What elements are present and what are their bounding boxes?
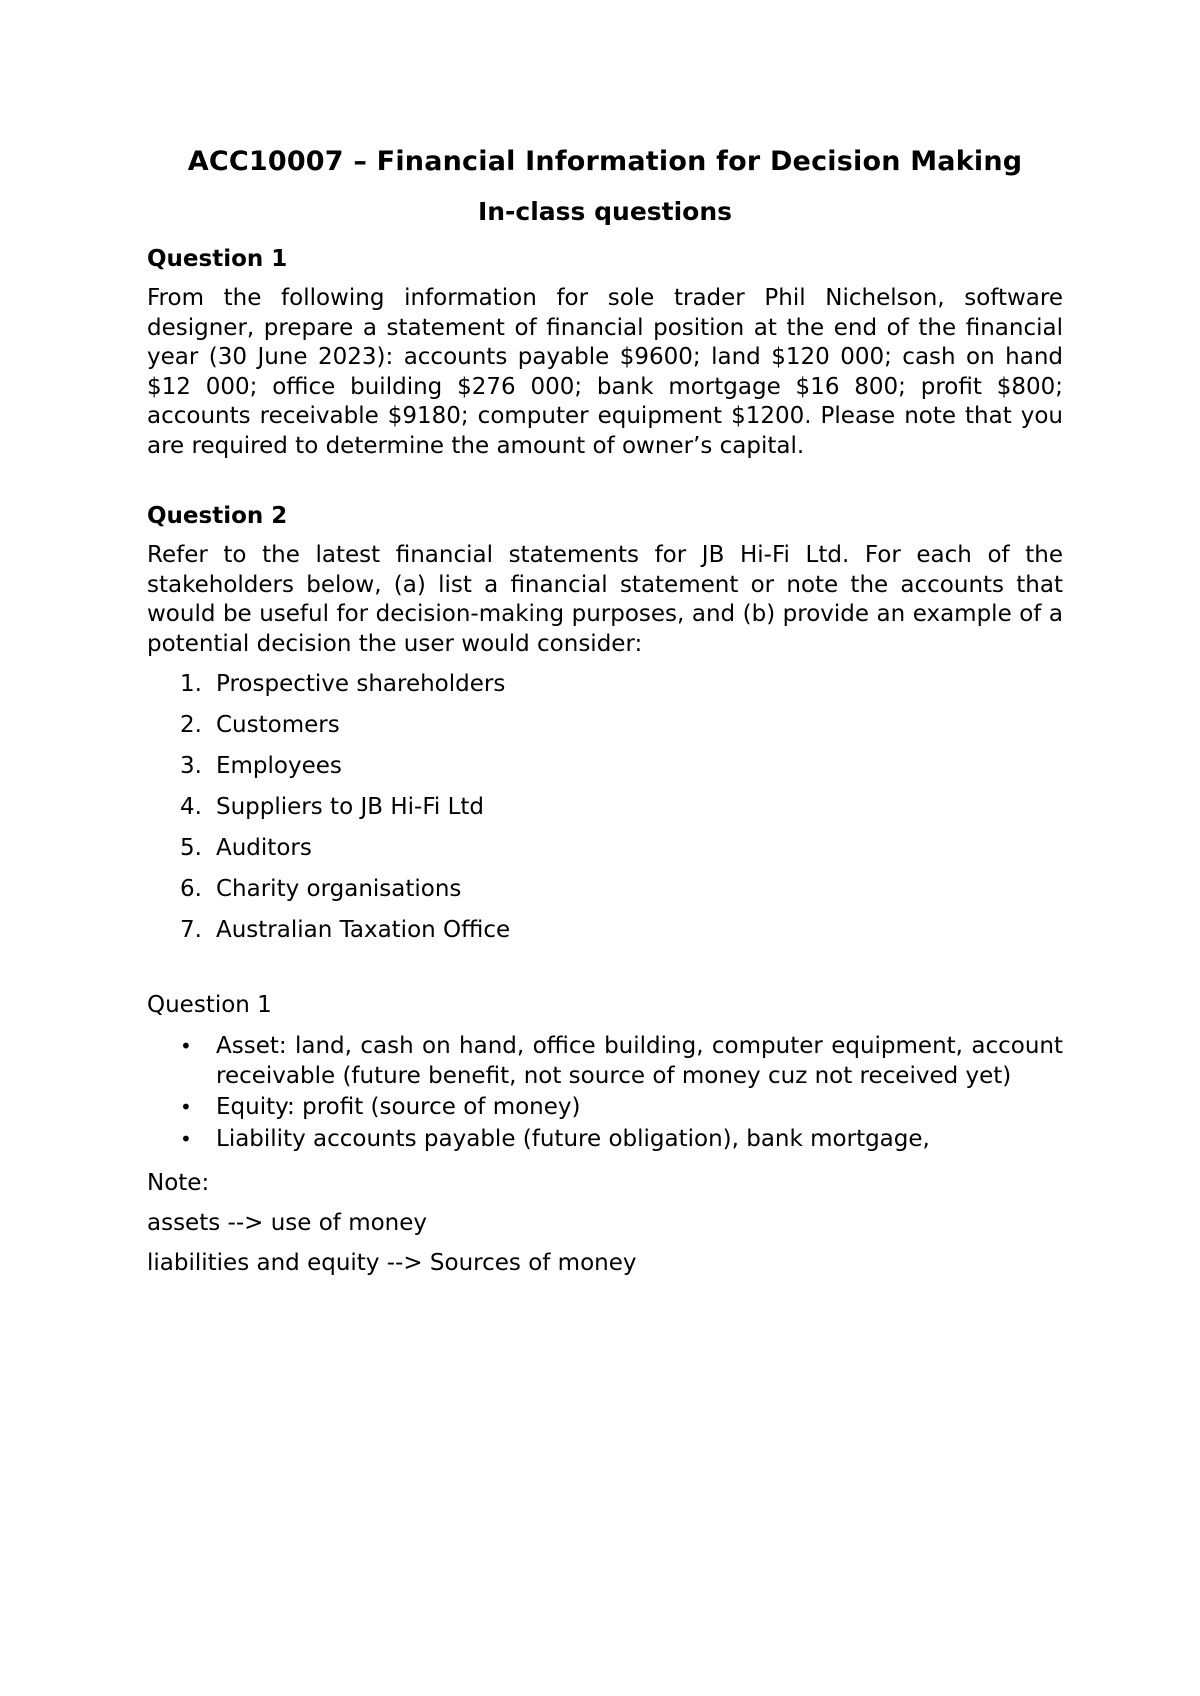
stakeholder-list — [147, 669, 1063, 945]
list-item — [147, 833, 1063, 863]
list-item — [147, 1125, 1063, 1155]
list-item — [147, 1032, 1063, 1091]
question-2-heading: Question 2 — [147, 503, 288, 529]
question-2-body: Refer to the latest financial statements for JB Hi-Fi Ltd. For each of the stakeholders below, (a) list a financial statement or note the accounts that would be useful for decision-making purposes, and (b) provide an example of a potential decision the user would consider: — [147, 542, 1063, 657]
question-1-body: From the following information for sole trader Phil Nichelson, software designer, prepare a statement of financial position at the end of the financial year (30 June 2023): accounts payable $9600; land $120 000; cash on hand $12 000; office building $276 000; bank mortgage $16 800; profit $800; accounts receivable $9180; computer equipment $1200. Please note that you are required to determine the amount of owner’s capital. — [147, 285, 1063, 459]
list-item — [147, 792, 1063, 822]
bullet-text: Liability accounts payable (future obligation), bank mortgage, — [216, 1125, 930, 1152]
list-item-number: 3. — [180, 753, 202, 779]
list-item-text: Australian Taxation Office — [216, 917, 511, 943]
list-item — [147, 669, 1063, 699]
list-item-text: Prospective shareholders — [216, 671, 506, 697]
list-item-number: 4. — [180, 794, 202, 820]
list-item-number: 7. — [180, 917, 202, 943]
list-item-text: Auditors — [216, 835, 312, 861]
document-title: ACC10007 – Financial Information for Decision Making — [187, 146, 1023, 177]
question-1-heading: Question 1 — [147, 246, 288, 272]
bullet-icon: • — [180, 1126, 192, 1151]
list-item-number: 2. — [180, 712, 202, 738]
note-line: liabilities and equity --> Sources of money — [147, 1250, 637, 1276]
list-item-text: Employees — [216, 753, 342, 779]
list-item-number: 5. — [180, 835, 202, 861]
bullet-icon: • — [180, 1095, 192, 1119]
answers-heading: Question 1 — [147, 992, 272, 1018]
list-item-number: 1. — [180, 671, 202, 697]
document-subtitle: In-class questions — [477, 197, 733, 226]
note-label: Note: — [147, 1170, 210, 1196]
list-item — [147, 874, 1063, 904]
list-item — [147, 915, 1063, 945]
note-line: assets --> use of money — [147, 1210, 428, 1236]
list-item — [147, 751, 1063, 781]
document-content — [147, 140, 1063, 1278]
list-item-number: 6. — [180, 876, 202, 902]
list-item-text: Charity organisations — [216, 876, 462, 902]
bullet-icon: • — [180, 1034, 192, 1058]
list-item — [147, 710, 1063, 740]
list-item-text: Suppliers to JB Hi-Fi Ltd — [216, 794, 485, 820]
list-item — [147, 1093, 1063, 1123]
answer-bullet-list — [147, 1032, 1063, 1154]
bullet-text: Asset: land, cash on hand, office building, computer equipment, account receivable (future benefit, not source of money cuz not received yet) — [216, 1033, 1063, 1089]
bullet-text: Equity: profit (source of money) — [216, 1094, 581, 1120]
list-item-text: Customers — [216, 712, 340, 738]
